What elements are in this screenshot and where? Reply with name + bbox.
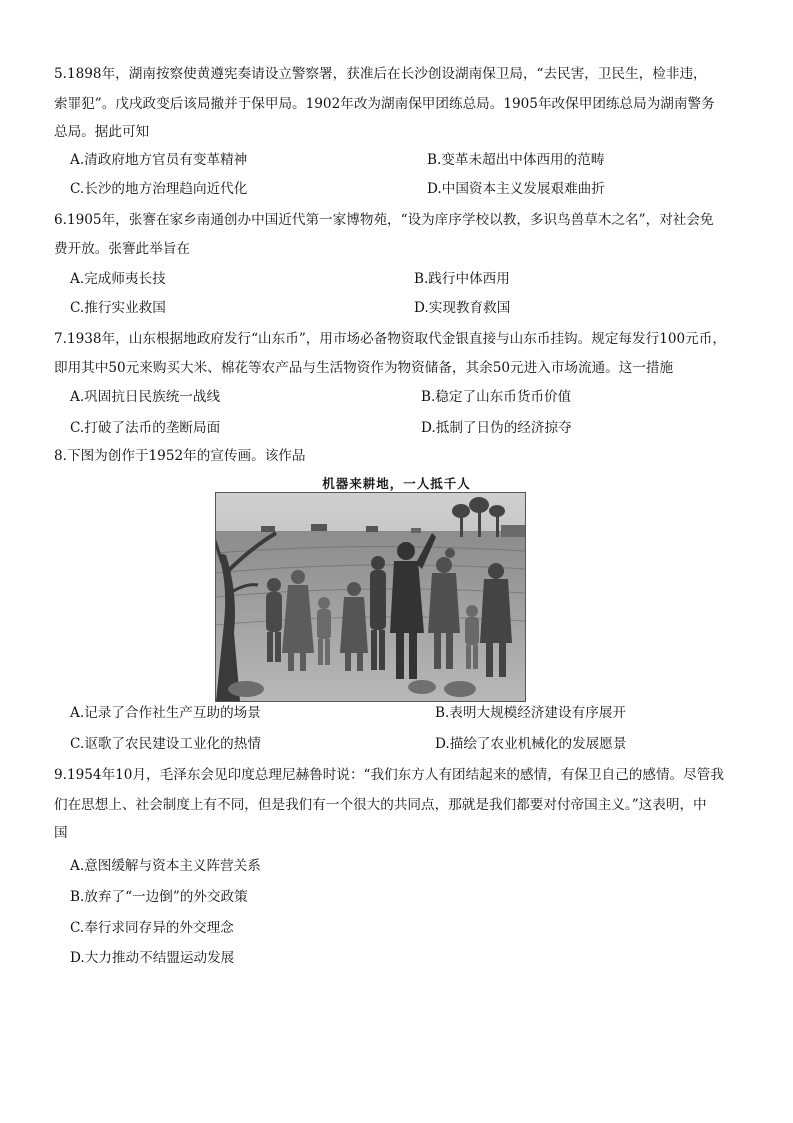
question-9-text-line-1: 9.1954年10月，毛泽东会见印度总理尼赫鲁时说：“我们东方人有团结起来的感情，有保卫自己的感情。尽管我	[54, 767, 724, 783]
question-7-option-d[interactable]: D.抵制了日伪的经济掠夺	[421, 420, 572, 436]
question-8-option-b[interactable]: B.表明大规模经济建设有序展开	[435, 705, 627, 721]
question-9-option-c[interactable]: C.奉行求同存异的外交理念	[70, 920, 234, 936]
question-9-text-line-2: 们在思想上、社会制度上有不同，但是我们有一个很大的共同点，那就是我们都要对付帝国主义。”这表明，中	[54, 797, 707, 813]
question-8-option-d[interactable]: D.描绘了农业机械化的发展愿景	[435, 736, 627, 752]
figure-caption: 机器来耕地，一人抵千人	[322, 476, 471, 491]
question-5-option-b[interactable]: B.变革未超出中体西用的范畴	[427, 152, 605, 168]
question-8-option-c[interactable]: C.讴歌了农民建设工业化的热情	[70, 736, 261, 752]
question-5-option-a[interactable]: A.清政府地方官员有变革精神	[70, 152, 248, 168]
question-6-text-line-2: 费开放。张謇此举旨在	[54, 241, 190, 257]
question-6-option-d[interactable]: D.实现教育救国	[414, 300, 511, 316]
question-5-text-line-2: 索罪犯”。戊戌政变后该局撤并于保甲局。1902年改为湖南保甲团练总局。1905年改保甲团练总局为湖南警务	[54, 96, 715, 112]
question-6-text-line-1: 6.1905年，张謇在家乡南通创办中国近代第一家博物苑，“设为庠序学校以教，多识鸟兽草木之名”，对社会免	[54, 212, 714, 228]
question-5-option-d[interactable]: D.中国资本主义发展艰难曲折	[427, 181, 605, 197]
question-9-text-line-3: 国	[54, 825, 68, 841]
propaganda-poster-image	[215, 492, 526, 702]
question-7-option-c[interactable]: C.打破了法币的垄断局面	[70, 420, 221, 436]
question-6-option-b[interactable]: B.践行中体西用	[414, 271, 510, 287]
question-9-option-b[interactable]: B.放弃了“一边倒”的外交政策	[70, 889, 248, 905]
question-5-text-line-3: 总局。据此可知	[54, 124, 150, 140]
question-5-text-line-1: 5.1898年，湖南按察使黄遵宪奏请设立警察署，获准后在长沙创设湖南保卫局，“去民害，卫民生，检非违，	[54, 66, 707, 82]
question-7-text-line-1: 7.1938年，山东根据地政府发行“山东币”，用市场必备物资取代金银直接与山东币挂钩。规定每发行100元币，	[54, 331, 726, 347]
question-8-option-a[interactable]: A.记录了合作社生产互助的场景	[70, 705, 261, 721]
question-9-option-d[interactable]: D.大力推动不结盟运动发展	[70, 950, 235, 966]
question-7-option-b[interactable]: B.稳定了山东币货币价值	[421, 389, 572, 405]
question-9-option-a[interactable]: A.意图缓解与资本主义阵营关系	[70, 858, 261, 874]
question-6-option-c[interactable]: C.推行实业救国	[70, 300, 166, 316]
question-5-option-c[interactable]: C.长沙的地方治理趋向近代化	[70, 181, 248, 197]
question-7-text-line-2: 即用其中50元来购买大米、棉花等农产品与生活物资作为物资储备，其余50元进入市场流通。这一措施	[54, 360, 674, 376]
poster-illustration	[216, 493, 525, 701]
question-6-option-a[interactable]: A.完成师夷长技	[70, 271, 166, 287]
question-8-text-line-1: 8.下图为创作于1952年的宣传画。该作品	[54, 448, 306, 464]
question-7-option-a[interactable]: A.巩固抗日民族统一战线	[70, 389, 221, 405]
